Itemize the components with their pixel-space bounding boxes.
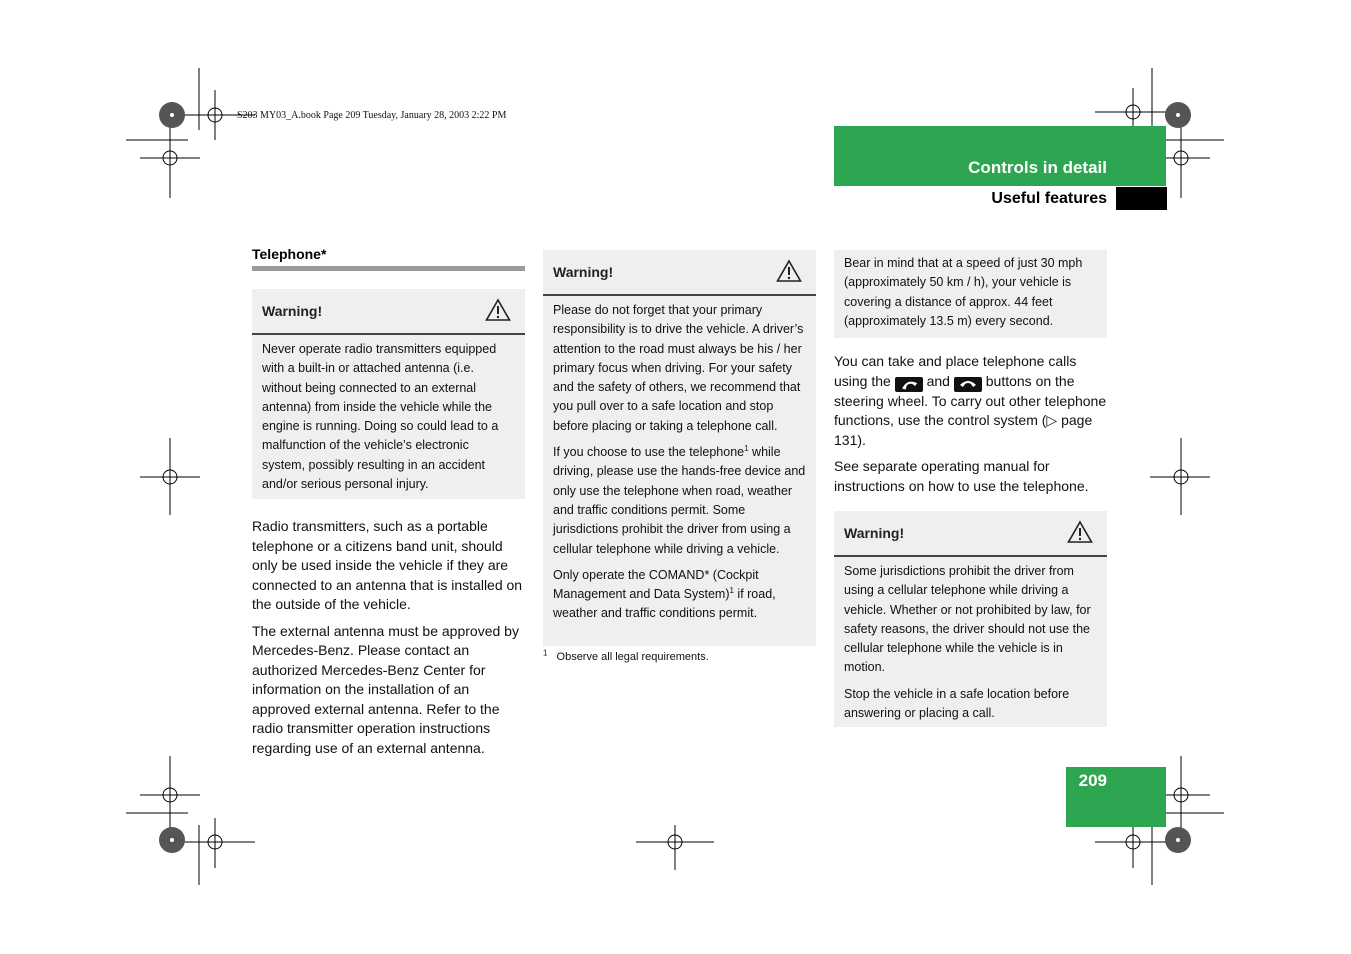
warning-triangle-icon [776, 259, 802, 283]
text-run: and [926, 372, 950, 389]
phone-end-icon [954, 377, 982, 392]
section-title: Controls in detail [968, 158, 1107, 177]
paragraph: Radio transmitters, such as a portable telephone or a citizens band unit, should only be used inside the vehicle if they are connected to an antenna that is installed on the outside of the vehicle. [252, 518, 523, 612]
warning-box-2 [543, 250, 816, 646]
col3-text [834, 352, 1107, 503]
footnote [543, 648, 709, 663]
page-number: 209 [1078, 771, 1107, 790]
warning-text: Some jurisdictions prohibit the driver from using a cellular telephone while driving a vehicle. Whether or not prohibited by law, for safety reasons, the driver should not use the cellular telephone while the vehicle is in motion. [844, 564, 1091, 675]
warning-header [543, 250, 816, 296]
footnote-ref: 1 [744, 443, 749, 453]
text-run: You can take and place telephone calls using the [834, 353, 1077, 389]
warning-triangle-icon [1067, 520, 1093, 544]
paragraph [834, 352, 1107, 450]
page-heading: Telephone* [252, 246, 327, 262]
warning-text: Please do not forget that your primary responsibility is to drive the vehicle. A driver’s attention to the road must always be his / her primary focus when driving. For your safety and the safety of others, we recommend that you pull over to a safe location and stop before placing or taking a telephone call. [553, 303, 804, 433]
warning-text [553, 566, 806, 624]
text-run: if road, weather and traffic conditions permit. [553, 587, 776, 621]
footnote-mark: 1 [543, 648, 548, 658]
warning-title: Warning! [262, 303, 323, 319]
paragraph: The external antenna must be approved by Mercedes-Benz. Please contact an authorized Mercedes-Benz Center for information on the installation of an approved external antenna. Refer to the radio transmitter operation instructions regarding use of an external antenna. [252, 622, 519, 756]
heading-rule [252, 266, 525, 271]
warning-header [252, 289, 525, 335]
col1-text [252, 517, 525, 765]
warning-box-3 [834, 511, 1107, 727]
footnote-ref: 1 [729, 586, 734, 595]
warning-title: Warning! [844, 525, 905, 541]
warning-box-1 [252, 289, 525, 499]
warning-triangle-icon [485, 298, 511, 322]
text-run: while driving, please use the hands-free device and only use the telephone when road, weather and traffic conditions permit. Some jurisdictions prohibit the driver from using a cellular telephone while driving a vehicle. [553, 445, 806, 556]
print-info: S203 MY03_A.book Page 209 Tuesday, January 28, 2003 2:22 PM [237, 110, 507, 121]
info-text: Bear in mind that at a speed of just 30 mph (approximately 50 km / h), your vehicle is covering a distance of approx. 44 feet (approximately 13.5 m) every second. [844, 256, 1083, 328]
warning-text: Stop the vehicle in a safe location before answering or placing a call. [844, 686, 1070, 721]
phone-send-icon [895, 377, 923, 392]
paragraph: See separate operating manual for instructions on how to use the telephone. [834, 458, 1089, 494]
warning-title: Warning! [553, 264, 614, 280]
warning-header [834, 511, 1107, 557]
text-run: buttons on the steering wheel. To carry out other telephone functions, use the control system (▷ page 131). [834, 372, 1107, 448]
warning-text [553, 443, 806, 559]
footnote-text: Observe all legal requirements. [556, 651, 709, 663]
subsection-title: Useful features [991, 190, 1107, 207]
header-tab [1116, 187, 1167, 210]
text-run: If you choose to use the telephone [553, 445, 745, 460]
warning-text: Never operate radio transmitters equipped with a built-in or attached antenna (i.e. without being connected to an external antenna) from inside the vehicle while the engine is running. Doing so could lead to a malfunction of the vehicle’s electronic system, possibly resulting in an accident and/or serious personal injury. [262, 342, 499, 492]
text-run: Only operate the COMAND* (Cockpit Management and Data System) [553, 567, 759, 602]
info-box [834, 250, 1107, 338]
